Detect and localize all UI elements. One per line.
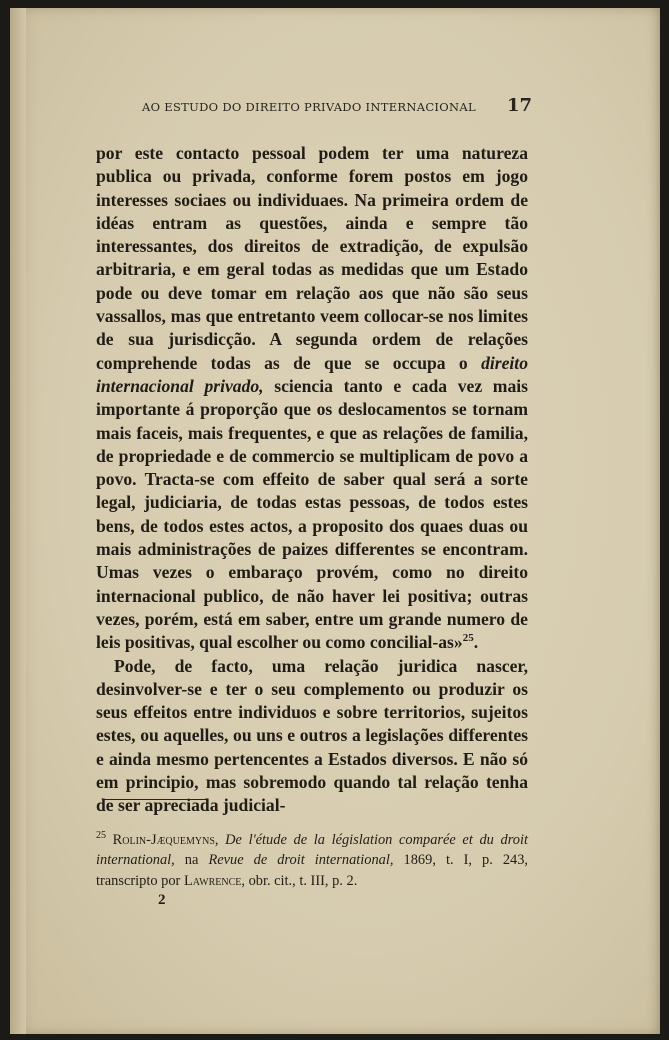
running-header-title: AO ESTUDO DO DIREITO PRIVADO INTERNACIONAL xyxy=(142,100,476,114)
footnote xyxy=(96,830,528,891)
book-page xyxy=(10,8,660,1034)
running-header xyxy=(142,95,532,116)
footnote-reference: 25 xyxy=(462,632,474,645)
footnote-divider xyxy=(102,799,206,800)
footnote-work-title: De l'étude de la législation comparée et du droit international, xyxy=(96,832,528,869)
footnote-details: 1869, t. I, p. 243, transcripto por xyxy=(96,852,529,889)
paragraph-1 xyxy=(96,142,528,655)
footnote-author: Rolin-Jæquemyns, xyxy=(112,832,219,848)
footnote-journal: Revue de droit international, xyxy=(208,852,394,869)
printer-signature-mark: 2 xyxy=(158,892,166,908)
footnote-connector: na xyxy=(184,852,199,869)
paragraph-1-end: . xyxy=(473,632,479,653)
page-number: 17 xyxy=(506,95,532,116)
body-text xyxy=(96,142,528,818)
footnote-end: obr. cit., t. III, p. 2. xyxy=(248,872,358,889)
paragraph-1-text-a: por este contacto pessoal podem ter uma natureza publica ou privada, conforme forem postos em jogo interesses sociaes ou individuaes. Na primeira ordem de idéas entram as questões, ainda e sempre tão interessantes, dos direitos de extradição, de expulsão arbitraria, e em geral todas as medidas que um Estado pode ou deve tomar em relação aos que não são seus vassallos, mas que entretanto veem collocar-se nos limites de sua jurisdicção. A segunda ordem de relações comprehende todas as de que se occupa o xyxy=(96,143,528,373)
paragraph-1-italic-term: direito internacional privado, xyxy=(96,352,528,396)
paragraph-1-text-b: sciencia tanto e cada vez mais importante á proporção que os deslocamentos se tornam mais faceis, mais frequentes, e que as relações de familia, de propriedade e de commercio se multiplicam de povo a povo. Tracta-se com effeito de saber qual será a sorte legal, judiciaria, de todas estas pessoas, de todos estes bens, de todos estes actos, a proposito dos quaes duas ou mais administrações de paizes differentes se encontram. Umas vezes o embaraço provém, como no direito internacional publico, de não haver lei positiva; outras vezes, porém, está em saber, entre um grande numero de leis positivas, qual escolher ou como concilial-as» xyxy=(96,375,528,653)
page-gutter xyxy=(10,8,26,1034)
paragraph-2: Pode, de facto, uma relação juridica nascer, desinvolver-se e ter o seu complemento ou produzir os seus effeitos entre individuos e sobre territorios, sujeitos estes, ou aquelles, ou uns e outros a legislações differentes e ainda mesmo pertencentes a Estados diversos. E não só em principio, mas sobremodo quando tal relação tenha de ser apreciada judicial- xyxy=(96,655,528,816)
footnote-number: 25 xyxy=(96,830,106,842)
footnote-author-2: Lawrence, xyxy=(183,872,245,889)
